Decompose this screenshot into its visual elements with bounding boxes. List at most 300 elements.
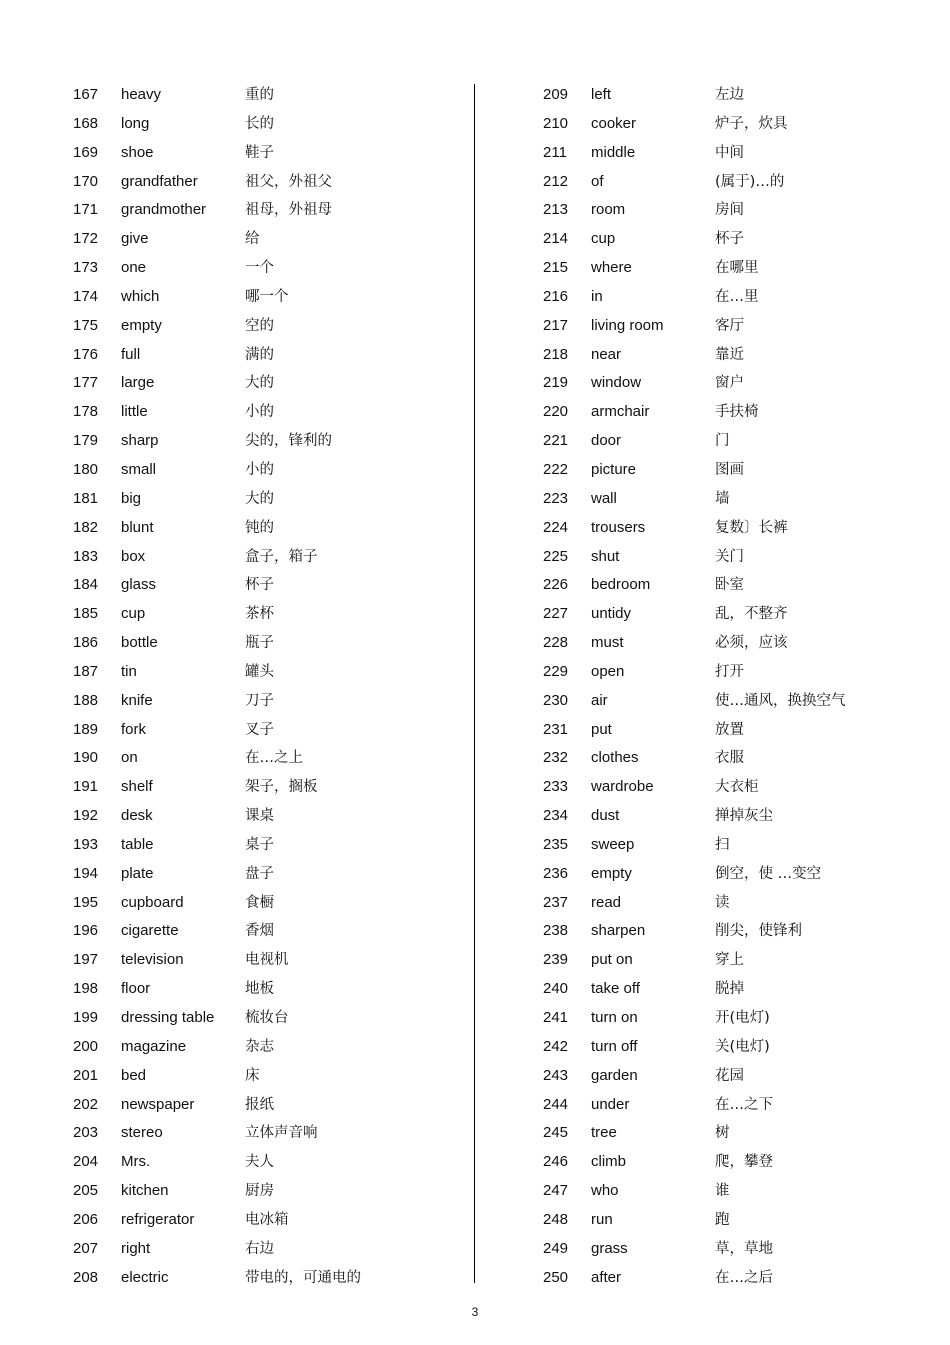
vocab-row	[543, 514, 923, 543]
vocab-number: 211	[543, 143, 567, 161]
vocab-number: 193	[73, 835, 99, 853]
vocab-word: right	[121, 1239, 151, 1257]
vocab-row	[543, 975, 923, 1004]
vocab-row	[73, 860, 453, 889]
vocab-row	[543, 629, 923, 658]
vocab-word: long	[121, 114, 150, 132]
vocab-row	[73, 196, 453, 225]
vocab-meaning: 祖母，外祖母	[245, 202, 332, 219]
vocab-meaning: 给	[245, 231, 260, 248]
vocab-row	[73, 889, 453, 918]
vocab-meaning: 重的	[245, 87, 274, 103]
vocab-meaning: (属于)…的	[715, 173, 785, 190]
vocab-row	[73, 225, 453, 254]
vocab-word: of	[591, 172, 604, 190]
vocab-meaning: 盒子，箱子	[245, 548, 318, 565]
vocab-number: 218	[543, 345, 569, 363]
vocab-row	[543, 744, 923, 773]
vocab-meaning: 钝的	[245, 519, 274, 536]
vocab-row	[73, 456, 453, 485]
vocab-row	[543, 543, 923, 572]
vocab-word: give	[121, 230, 149, 248]
vocab-meaning: 削尖，使锋利	[715, 923, 802, 940]
vocab-row	[73, 110, 453, 139]
vocab-meaning: 小的	[245, 404, 274, 421]
vocab-row	[543, 168, 923, 197]
vocab-number: 205	[73, 1182, 99, 1200]
vocab-meaning: 倒空，使 …变空	[715, 865, 822, 882]
vocab-row	[73, 81, 453, 110]
vocab-number: 242	[543, 1037, 569, 1055]
vocab-number: 181	[73, 489, 99, 507]
vocab-meaning: 树	[715, 1125, 730, 1142]
vocab-meaning: 右边	[245, 1240, 274, 1257]
vocab-number: 197	[73, 951, 99, 969]
vocab-number: 210	[543, 114, 569, 132]
vocab-word: full	[121, 345, 141, 363]
vocab-row	[73, 1033, 453, 1062]
vocab-meaning: 左边	[715, 87, 744, 103]
vocab-meaning: 叉子	[245, 721, 274, 738]
vocab-meaning: 在…之后	[715, 1269, 773, 1286]
vocab-word: cup	[591, 230, 616, 248]
vocab-number: 170	[73, 172, 99, 190]
vocab-meaning: 地板	[245, 981, 274, 998]
vocab-word: take off	[591, 980, 640, 998]
vocab-number: 188	[73, 691, 99, 709]
vocab-number: 221	[543, 432, 569, 450]
vocab-row	[73, 802, 453, 831]
vocab-number: 204	[73, 1153, 99, 1171]
vocab-number: 240	[543, 980, 569, 998]
vocab-word: trousers	[591, 518, 646, 536]
vocab-number: 198	[73, 980, 99, 998]
vocab-word: which	[121, 287, 160, 305]
vocab-number: 189	[73, 720, 99, 738]
vocab-number: 179	[73, 432, 99, 450]
vocab-number: 172	[73, 230, 99, 248]
vocab-meaning: 盘子	[245, 865, 274, 882]
vocab-word: empty	[591, 864, 632, 882]
vocab-number: 235	[543, 835, 569, 853]
vocab-meaning: 瓶子	[245, 635, 274, 652]
vocab-row	[543, 456, 923, 485]
vocab-number: 228	[543, 634, 569, 652]
vocab-number: 206	[73, 1210, 99, 1228]
vocab-word: shoe	[121, 143, 154, 161]
vocab-number: 246	[543, 1153, 569, 1171]
vocab-row	[543, 773, 923, 802]
vocab-meaning: 罐头	[245, 663, 274, 680]
vocab-word: cooker	[591, 114, 637, 132]
vocab-row	[543, 283, 923, 312]
vocab-number: 190	[73, 749, 99, 767]
vocab-word: dust	[591, 807, 620, 825]
vocab-number: 213	[543, 201, 569, 219]
vocab-word: shut	[591, 547, 620, 565]
vocab-word: bedroom	[591, 576, 651, 594]
vocab-word: room	[591, 201, 626, 219]
vocab-word: tin	[121, 662, 137, 680]
vocab-row	[543, 1235, 923, 1264]
vocab-word: Mrs.	[121, 1153, 151, 1171]
vocab-word: put	[591, 720, 612, 738]
vocab-row	[73, 1119, 453, 1148]
vocab-word: cup	[121, 605, 146, 623]
vocab-word: grandfather	[121, 172, 198, 190]
vocab-word: untidy	[591, 605, 632, 623]
vocab-number: 203	[73, 1124, 99, 1142]
vocab-word: bed	[121, 1066, 147, 1084]
vocab-column-right	[543, 81, 923, 1292]
vocab-meaning: 杯子	[245, 577, 274, 594]
vocab-number: 177	[73, 374, 99, 392]
vocab-number: 239	[543, 951, 569, 969]
vocab-meaning: 夫人	[245, 1154, 274, 1171]
vocab-meaning: 桌子	[245, 836, 274, 853]
vocab-word: turn off	[591, 1037, 638, 1055]
vocab-number: 222	[543, 460, 569, 478]
vocab-row	[543, 658, 923, 687]
vocab-word: clothes	[591, 749, 639, 767]
vocab-number: 244	[543, 1095, 569, 1113]
vocab-meaning: 大的	[245, 490, 274, 507]
vocab-number: 217	[543, 316, 569, 334]
vocab-number: 233	[543, 778, 569, 796]
vocab-number: 227	[543, 605, 569, 623]
vocab-meaning: 报纸	[245, 1096, 274, 1113]
vocab-row	[543, 860, 923, 889]
vocab-column-left	[73, 81, 453, 1292]
vocab-row	[543, 917, 923, 946]
vocab-row	[73, 1004, 453, 1033]
vocab-row	[543, 600, 923, 629]
vocab-word: sharpen	[591, 922, 646, 940]
vocab-number: 249	[543, 1239, 569, 1257]
vocab-number: 237	[543, 893, 569, 911]
vocab-number: 171	[73, 201, 99, 219]
vocab-word: living room	[591, 316, 664, 334]
vocab-number: 232	[543, 749, 569, 767]
vocab-row	[543, 254, 923, 283]
vocab-row	[73, 1062, 453, 1091]
vocab-meaning: 哪一个	[245, 288, 289, 305]
vocab-meaning: 关(电灯)	[715, 1038, 770, 1055]
vocab-word: where	[591, 259, 632, 277]
vocab-number: 224	[543, 518, 569, 536]
vocab-number: 194	[73, 864, 99, 882]
vocab-word: put on	[591, 951, 633, 969]
vocab-number: 187	[73, 662, 99, 680]
vocab-word: fork	[121, 720, 147, 738]
vocab-meaning: 关门	[715, 548, 744, 565]
vocab-number: 230	[543, 691, 569, 709]
vocab-word: kitchen	[121, 1182, 169, 1200]
vocab-meaning: 食橱	[245, 894, 274, 911]
vocab-word: grass	[591, 1239, 628, 1257]
vocab-number: 178	[73, 403, 99, 421]
vocab-word: window	[591, 374, 642, 392]
vocab-word: run	[591, 1210, 613, 1228]
vocab-row	[73, 485, 453, 514]
vocab-word: big	[121, 489, 142, 507]
vocab-word: on	[121, 749, 138, 767]
vocab-row	[73, 600, 453, 629]
vocab-row	[73, 1206, 453, 1235]
vocab-meaning: 跑	[715, 1211, 730, 1228]
vocab-word: cigarette	[121, 922, 179, 940]
vocab-meaning: 爬，攀登	[715, 1154, 773, 1171]
vocab-meaning: 床	[245, 1067, 260, 1084]
vocab-row	[73, 139, 453, 168]
vocab-meaning: 手扶椅	[715, 404, 759, 421]
vocab-meaning: 开(电灯)	[715, 1010, 770, 1026]
vocab-meaning: 梳妆台	[245, 1010, 289, 1026]
vocab-meaning: 尖的，锋利的	[245, 433, 332, 450]
vocab-row	[543, 687, 923, 716]
vocab-word: who	[591, 1182, 619, 1200]
vocab-word: garden	[591, 1066, 638, 1084]
vocab-row	[543, 427, 923, 456]
vocab-word: turn on	[591, 1009, 638, 1026]
vocab-word: cupboard	[121, 893, 184, 911]
vocab-row	[73, 312, 453, 341]
vocab-number: 184	[73, 576, 99, 594]
vocab-word: stereo	[121, 1124, 163, 1142]
vocab-row	[73, 341, 453, 370]
vocab-meaning: 扫	[715, 836, 730, 853]
vocab-word: door	[591, 432, 622, 450]
vocab-word: picture	[591, 460, 637, 478]
vocab-meaning: 打开	[715, 663, 744, 680]
vocab-row	[73, 1091, 453, 1120]
vocab-number: 231	[543, 720, 569, 738]
vocab-meaning: 窗户	[715, 375, 744, 392]
vocab-meaning: 电视机	[245, 952, 289, 969]
vocab-word: little	[121, 403, 148, 421]
vocab-meaning: 读	[715, 894, 730, 911]
vocab-word: climb	[591, 1153, 627, 1171]
vocab-row	[543, 139, 923, 168]
vocab-number: 195	[73, 893, 99, 911]
vocab-meaning: 大的	[245, 375, 274, 392]
vocab-row	[73, 658, 453, 687]
vocab-row	[543, 1177, 923, 1206]
vocab-number: 223	[543, 489, 569, 507]
vocab-row	[543, 398, 923, 427]
vocab-row	[73, 427, 453, 456]
vocab-word: sharp	[121, 432, 159, 450]
vocab-row	[543, 485, 923, 514]
vocab-row	[543, 225, 923, 254]
vocab-word: near	[591, 345, 622, 363]
vocab-row	[543, 1206, 923, 1235]
vocab-row	[73, 514, 453, 543]
vocab-number: 250	[543, 1268, 569, 1286]
vocab-number: 182	[73, 518, 99, 536]
vocab-number: 196	[73, 922, 99, 940]
vocab-number: 248	[543, 1210, 569, 1228]
vocab-row	[73, 369, 453, 398]
vocab-word: air	[591, 691, 608, 709]
vocab-row	[543, 1119, 923, 1148]
vocab-meaning: 带电的，可通电的	[245, 1269, 361, 1286]
vocab-number: 200	[73, 1037, 99, 1055]
vocab-number: 234	[543, 807, 569, 825]
vocab-word: glass	[121, 576, 157, 594]
vocab-number: 173	[73, 259, 99, 277]
vocab-row	[543, 369, 923, 398]
vocab-meaning: 放置	[715, 721, 744, 738]
vocab-word: under	[591, 1095, 630, 1113]
vocab-number: 209	[543, 86, 569, 103]
vocab-meaning: 中间	[715, 144, 744, 161]
vocab-row	[73, 917, 453, 946]
vocab-meaning: 穿上	[715, 952, 744, 969]
vocab-meaning: 一个	[245, 260, 274, 277]
vocab-number: 216	[543, 287, 569, 305]
vocab-meaning: 花园	[715, 1067, 744, 1084]
vocab-word: open	[591, 662, 625, 680]
vocab-word: wardrobe	[591, 778, 654, 796]
vocab-word: must	[591, 634, 624, 652]
vocab-row	[73, 283, 453, 312]
vocab-word: wall	[591, 489, 617, 507]
vocab-row	[73, 629, 453, 658]
vocab-meaning: 墙	[715, 490, 730, 507]
vocab-number: 175	[73, 316, 99, 334]
vocab-row	[543, 716, 923, 745]
vocab-word: one	[121, 259, 147, 277]
vocab-row	[73, 687, 453, 716]
vocab-word: dressing table	[121, 1009, 215, 1026]
vocab-number: 191	[73, 778, 99, 796]
vocab-number: 183	[73, 547, 99, 565]
vocab-meaning: 在哪里	[715, 260, 759, 277]
vocab-word: desk	[121, 807, 153, 825]
vocab-number: 229	[543, 662, 569, 680]
vocab-meaning: 复数〕长裤	[715, 519, 788, 536]
vocab-number: 241	[543, 1009, 569, 1026]
vocab-word: tree	[591, 1124, 617, 1142]
vocab-word: plate	[121, 864, 154, 882]
vocab-word: refrigerator	[121, 1210, 195, 1228]
vocab-number: 192	[73, 807, 99, 825]
vocab-word: sweep	[591, 835, 635, 853]
vocab-meaning: 小的	[245, 461, 274, 478]
vocab-meaning: 厨房	[245, 1183, 274, 1200]
vocab-meaning: 衣服	[715, 750, 744, 767]
vocab-number: 167	[73, 86, 99, 103]
vocab-word: middle	[591, 143, 636, 161]
vocab-row	[73, 1148, 453, 1177]
vocab-word: large	[121, 374, 155, 392]
vocab-number: 215	[543, 259, 569, 277]
vocab-meaning: 空的	[245, 317, 274, 334]
vocab-row	[543, 946, 923, 975]
vocab-number: 219	[543, 374, 569, 392]
vocab-row	[543, 1148, 923, 1177]
vocab-row	[73, 543, 453, 572]
vocab-number: 220	[543, 403, 569, 421]
vocab-meaning: 房间	[715, 202, 744, 219]
vocab-word: small	[121, 460, 157, 478]
vocab-meaning: 杂志	[245, 1038, 274, 1055]
vocab-meaning: 刀子	[245, 692, 274, 709]
vocab-meaning: 在…之下	[715, 1096, 773, 1113]
vocab-meaning: 架子，搁板	[245, 779, 318, 796]
page-number: 3	[471, 1305, 479, 1319]
vocab-number: 243	[543, 1066, 569, 1084]
vocab-meaning: 图画	[715, 461, 744, 478]
vocab-word: table	[121, 835, 154, 853]
vocab-row	[543, 312, 923, 341]
vocab-meaning: 祖父，外祖父	[245, 173, 332, 190]
vocab-meaning: 必须，应该	[715, 635, 788, 652]
vocab-meaning: 炉子，炊具	[715, 115, 788, 132]
vocab-number: 199	[73, 1009, 99, 1026]
vocab-word: heavy	[121, 86, 162, 103]
vocab-word: floor	[121, 980, 151, 998]
vocab-word: bottle	[121, 634, 158, 652]
vocab-row	[543, 196, 923, 225]
vocab-meaning: 卧室	[715, 577, 744, 594]
vocab-word: television	[121, 951, 184, 969]
vocab-row	[543, 1062, 923, 1091]
vocab-meaning: 课桌	[245, 808, 274, 825]
vocab-row	[543, 341, 923, 370]
vocab-number: 208	[73, 1268, 99, 1286]
vocab-meaning: 鞋子	[245, 144, 274, 161]
vocab-number: 226	[543, 576, 569, 594]
vocab-number: 169	[73, 143, 99, 161]
vocab-row	[73, 773, 453, 802]
vocab-number: 214	[543, 230, 569, 248]
vocab-word: armchair	[591, 403, 650, 421]
vocab-row	[543, 1264, 923, 1293]
vocab-meaning: 客厅	[715, 317, 744, 334]
vocab-number: 201	[73, 1066, 99, 1084]
vocab-number: 180	[73, 460, 99, 478]
vocab-meaning: 香烟	[245, 923, 274, 940]
vocab-word: magazine	[121, 1037, 187, 1055]
vocab-meaning: 靠近	[715, 346, 744, 363]
vocab-word: after	[591, 1268, 622, 1286]
vocab-number: 186	[73, 634, 99, 652]
vocab-row	[543, 81, 923, 110]
vocab-word: newspaper	[121, 1095, 195, 1113]
vocab-number: 212	[543, 172, 569, 190]
vocab-meaning: 在…里	[715, 288, 759, 305]
vocab-number: 185	[73, 605, 99, 623]
vocab-row	[543, 889, 923, 918]
vocab-word: grandmother	[121, 201, 207, 219]
vocab-meaning: 乱，不整齐	[715, 606, 788, 623]
vocab-row	[543, 802, 923, 831]
vocab-row	[73, 831, 453, 860]
vocab-row	[73, 168, 453, 197]
vocab-word: box	[121, 547, 146, 565]
vocab-number: 245	[543, 1124, 569, 1142]
vocab-number: 168	[73, 114, 99, 132]
vocab-word: blunt	[121, 518, 154, 536]
vocab-number: 202	[73, 1095, 99, 1113]
vocab-row	[73, 946, 453, 975]
vocab-meaning: 大衣柜	[715, 779, 759, 796]
vocab-meaning: 杯子	[715, 231, 744, 248]
vocab-row	[543, 1004, 923, 1033]
vocab-meaning: 满的	[245, 346, 274, 363]
